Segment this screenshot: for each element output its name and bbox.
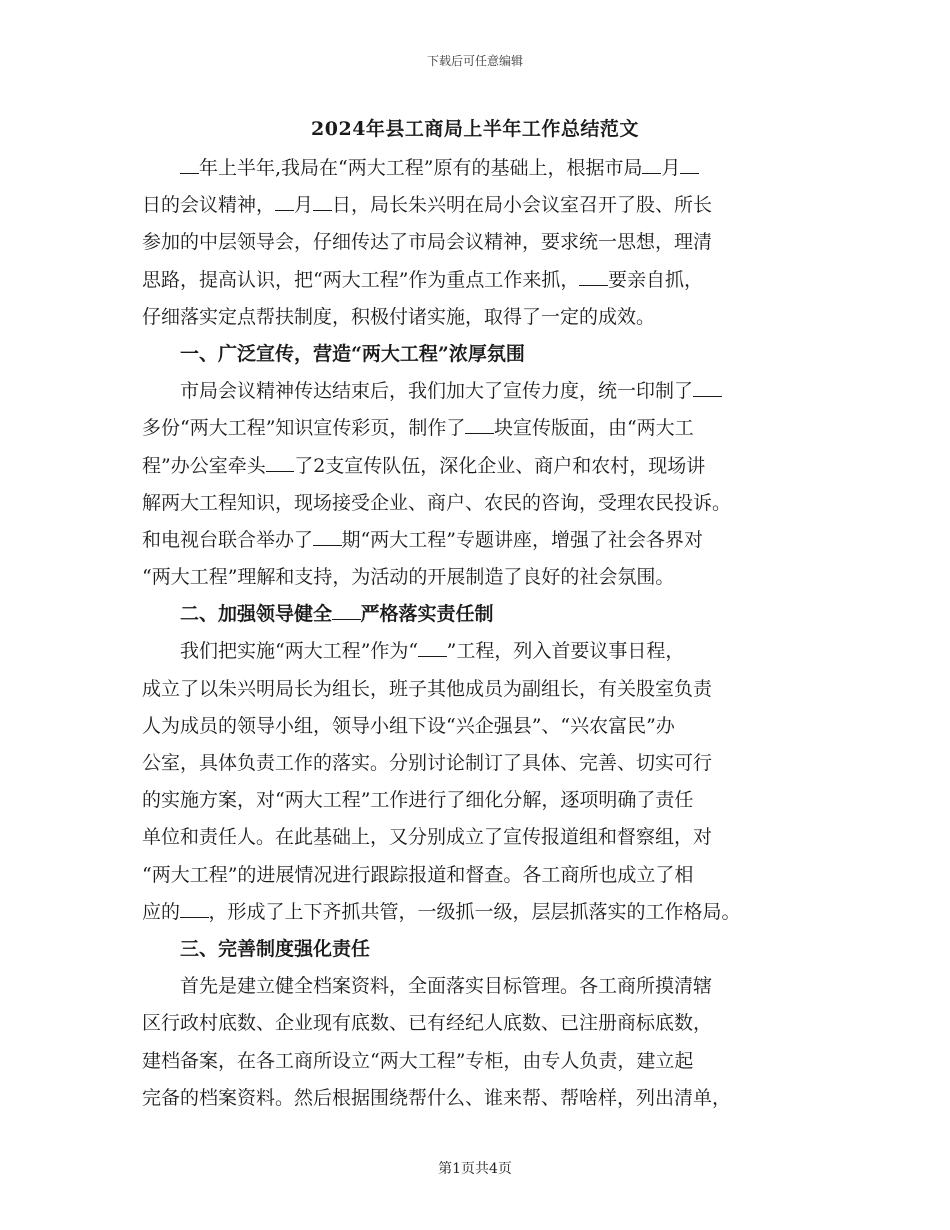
body-text-line: [142, 782, 822, 819]
text-run: 月: [661, 157, 681, 179]
body-text-line: [142, 299, 822, 336]
body-text-line: [142, 968, 822, 1005]
body-text-line: [142, 1080, 822, 1117]
text-run: ”工程，列入首要议事日程，: [446, 640, 685, 663]
text-run: 人为成员的领导小组，领导小组下设“兴企强县”、“兴农富民”办: [142, 714, 675, 737]
blank-underline: [579, 263, 608, 286]
text-run: 一、广泛宣传，营造“两大工程”浓厚氛围: [180, 342, 525, 365]
blank-underline: [275, 188, 294, 211]
blank-underline: [180, 895, 209, 918]
text-run: 我们把实施“两大工程”作为“: [180, 640, 419, 663]
body-text-line: [142, 410, 822, 447]
text-run: 三、完善制度强化责任: [180, 937, 371, 960]
text-run: 首先是建立健全档案资料，全面落实目标管理。各工商所摸清辖: [180, 975, 713, 998]
text-run: 了2支宣传队伍，深化企业、商户和农村，现场讲: [294, 454, 706, 477]
body-text-line: [142, 819, 822, 856]
body-text-line: [142, 150, 822, 187]
text-run: 程”办公室牵头: [142, 454, 266, 477]
page-footer: 第1页共4页: [438, 1161, 512, 1177]
text-run: 日，局长朱兴明在局小会议室召开了股、所长: [332, 194, 713, 217]
text-run: 市局会议精神传达结束后，我们加大了宣传力度，统一印制了: [180, 380, 694, 403]
text-run: 公室，具体负责工作的落实。分别讨论制订了具体、完善、切实可行: [142, 752, 713, 774]
body-text-line: [142, 187, 822, 224]
body-text-line: [142, 1043, 822, 1080]
body-text-line: [142, 522, 822, 559]
section-heading-line: [142, 931, 822, 968]
body-text-line: [142, 224, 822, 261]
text-run: 思路，提高认识，把“两大工程”作为重点工作来抓，: [142, 268, 580, 291]
text-run: 应的: [142, 900, 181, 923]
text-run: “两大工程”的进展情况进行跟踪报道和督查。各工商所也成立了相: [142, 863, 694, 886]
section-heading-line: [142, 596, 822, 633]
text-run: 月: [294, 194, 314, 217]
text-run: 仔细落实定点帮扶制度，积极付诸实施，取得了一定的成效。: [142, 305, 656, 328]
body-text-line: [142, 671, 822, 708]
blank-underline: [418, 634, 447, 657]
blank-underline: [332, 597, 361, 620]
text-run: 完备的档案资料。然后根据围绕帮什么、谁来帮、帮啥样，列出清单，: [142, 1086, 732, 1109]
blank-underline: [180, 151, 199, 174]
body-text-line: [142, 633, 822, 670]
text-run: 年上半年,我局在“两大工程”原有的基础上，根据市局: [199, 157, 643, 179]
text-run: 建档备案，在各工商所设立“两大工程”专柜，由专人负责，建立起: [142, 1049, 694, 1072]
body-text-line: [142, 485, 822, 522]
text-run: 单位和责任人。在此基础上，又分别成立了宣传报道组和督察组，对: [142, 826, 713, 849]
blank-underline: [680, 151, 699, 174]
text-run: ，形成了上下齐抓共管，一级抓一级，层层抓落实的工作格局。: [208, 900, 741, 923]
text-run: 的实施方案，对“两大工程”工作进行了细化分解，逐项明确了责任: [142, 789, 694, 812]
text-run: 和电视台联合举办了: [142, 528, 314, 551]
body-text-line: [142, 262, 822, 299]
body-text-line: [142, 857, 822, 894]
text-run: 严格落实责任制: [360, 603, 494, 626]
body-text-line: [142, 708, 822, 745]
blank-underline: [266, 449, 295, 472]
text-run: 期“两大工程”专题讲座，增强了社会各界对: [341, 528, 703, 551]
blank-underline: [642, 151, 661, 174]
text-run: 区行政村底数、企业现有底数、已有经纪人底数、已注册商标底数，: [142, 1012, 713, 1035]
text-run: 块宣传版面，由“两大工: [493, 417, 694, 440]
text-run: 日的会议精神，: [142, 194, 276, 217]
text-run: 解两大工程知识，现场接受企业、商户、农民的咨询，受理农民投诉。: [142, 491, 732, 514]
text-run: 多份“两大工程”知识宣传彩页，制作了: [142, 417, 466, 440]
body-text-line: [142, 1005, 822, 1042]
text-run: 参加的中层领导会，仔细传达了市局会议精神，要求统一思想，理清: [142, 231, 713, 254]
document-title: 2024年县工商局上半年工作总结范文: [311, 118, 639, 140]
section-heading-line: [142, 336, 822, 373]
text-run: 成立了以朱兴明局长为组长，班子其他成员为副组长，有关股室负责: [142, 677, 713, 700]
text-run: 要亲自抓，: [607, 268, 703, 291]
body-text-line: [142, 448, 822, 485]
blank-underline: [693, 374, 722, 397]
blank-underline: [313, 523, 342, 546]
blank-underline: [465, 411, 494, 434]
document-body: [142, 150, 822, 1117]
blank-underline: [313, 188, 332, 211]
body-text-line: [142, 894, 822, 931]
body-text-line: [142, 745, 822, 782]
text-run: “两大工程”理解和支持，为活动的开展制造了良好的社会氛围。: [142, 566, 675, 589]
text-run: 二、加强领导健全: [180, 603, 333, 626]
header-note: 下载后可任意编辑: [426, 54, 523, 68]
body-text-line: [142, 373, 822, 410]
body-text-line: [142, 559, 822, 596]
